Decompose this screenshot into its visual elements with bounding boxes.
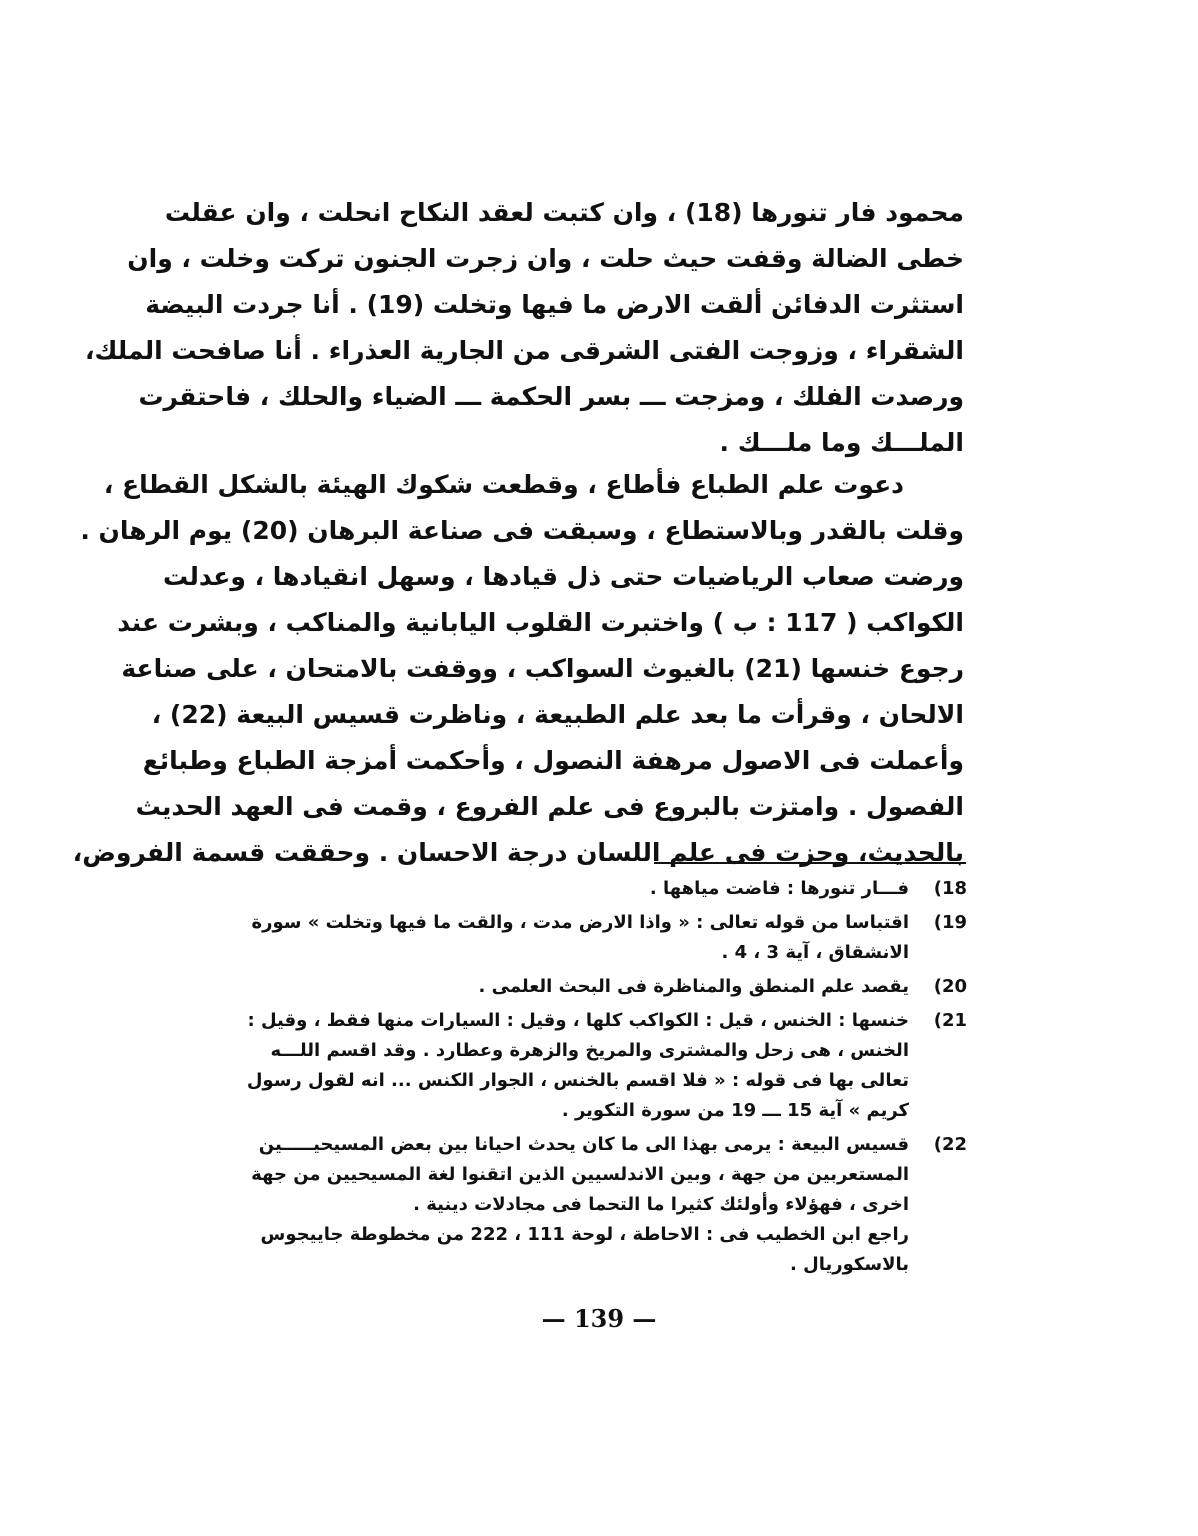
text-line: رجوع خنسها (21) بالغيوث السواكب ، ووقفت بالامتحان ، على صناعة <box>121 654 964 683</box>
footnote-line: اقتباسا من قوله تعالى : « واذا الارض مدت ، والقت ما فيها وتخلت » سورة <box>251 912 909 933</box>
text-line: ورصدت الفلك ، ومزجت ـــ بسر الحكمة ـــ الضياء والحلك ، فاحتقرت <box>138 382 964 411</box>
footnote-number: 18) <box>933 878 967 899</box>
footnote-number: 20) <box>933 976 967 997</box>
text-line: الملـــك وما ملـــك . <box>719 428 964 457</box>
text-line: الشقراء ، وزوجت الفتى الشرقى من الجارية العذراء . أنا صافحت الملك، <box>84 336 964 365</box>
text-line: محمود فار تنورها (18) ، وان كتبت لعقد النكاح انحلت ، وان عقلت <box>164 198 964 227</box>
footnote-19 <box>205 908 967 968</box>
footnote-line: بالاسكوريال . <box>790 1254 909 1275</box>
text-line: استثرت الدفائن ألقت الارض ما فيها وتخلت (19) . أنا جردت البيضة <box>145 290 964 319</box>
text-line: الفصول . وامتزت بالبروع فى علم الفروع ، وقمت فى العهد الحديث <box>135 792 964 821</box>
footnote-20 <box>205 972 967 1002</box>
footnotes-section <box>205 874 967 1284</box>
footnote-number: 19) <box>933 912 967 933</box>
footnote-line: خنسها : الخنس ، قيل : الكواكب كلها ، وقيل : السيارات منها فقط ، وقيل : <box>247 1010 909 1031</box>
text-line: الكواكب ( 117 : ب ) واختبرت القلوب اليابانية والمناكب ، وبشرت عند <box>117 608 964 637</box>
footnote-18 <box>205 874 967 904</box>
footnote-line: الخنس ، هى زحل والمشترى والمريخ والزهرة وعطارد . وقد اقسم اللـــه <box>270 1040 909 1061</box>
footnote-line: راجع ابن الخطيب فى : الاحاطة ، لوحة 111 ، 222 من مخطوطة جاييجوس <box>260 1224 909 1245</box>
footnote-line: قسيس البيعة : يرمى بهذا الى ما كان يحدث احيانا بين بعض المسيحيـــــين <box>258 1134 909 1155</box>
footnote-21 <box>205 1006 967 1126</box>
text-line: وقلت بالقدر وبالاستطاع ، وسبقت فى صناعة البرهان (20) يوم الرهان . <box>80 516 964 545</box>
footnote-line: تعالى بها فى قوله : « فلا اقسم بالخنس ، الجوار الكنس ... انه لقول رسول <box>246 1070 909 1091</box>
footnote-number: 22) <box>933 1134 967 1155</box>
page-number: — 139 — <box>541 1304 657 1333</box>
body-paragraph-2 <box>72 462 964 876</box>
footnote-line: يقصد علم المنطق والمناظرة فى البحث العلمى . <box>478 976 909 997</box>
text-line: الالحان ، وقرأت ما بعد علم الطبيعة ، وناظرت قسيس البيعة (22) ، <box>151 700 964 729</box>
text-line: دعوت علم الطباع فأطاع ، وقطعت شكوك الهيئة بالشكل القطاع ، <box>103 470 904 499</box>
footnote-line: المستعربين من جهة ، وبين الاندلسيين الذين اتقنوا لغة المسيحيين من جهة <box>251 1164 909 1185</box>
text-line: بالحديث، وحزت فى علم اللسان درجة الاحسان . وحققت قسمة الفروض، <box>72 838 964 867</box>
footnote-line: كريم » آية 15 ـــ 19 من سورة التكوير . <box>561 1100 909 1121</box>
footnote-number: 21) <box>933 1010 967 1031</box>
text-line: خطى الضالة وقفت حيث حلت ، وان زجرت الجنون تركت وخلت ، وان <box>127 244 964 273</box>
text-line: ورضت صعاب الرياضيات حتى ذل قيادها ، وسهل انقيادها ، وعدلت <box>162 562 964 591</box>
footnote-line: الانشقاق ، آية 3 ، 4 . <box>721 942 909 963</box>
footnote-22 <box>205 1130 967 1280</box>
footnote-line: اخرى ، فهؤلاء وأولئك كثيرا ما التحما فى مجادلات دينية . <box>413 1194 909 1215</box>
footnote-separator <box>654 862 966 864</box>
footnote-line: فـــار تنورها : فاضت مياهها . <box>649 878 909 899</box>
body-paragraph-1 <box>84 190 964 466</box>
text-line: وأعملت فى الاصول مرهفة النصول ، وأحكمت أمزجة الطباع وطبائع <box>142 746 964 775</box>
